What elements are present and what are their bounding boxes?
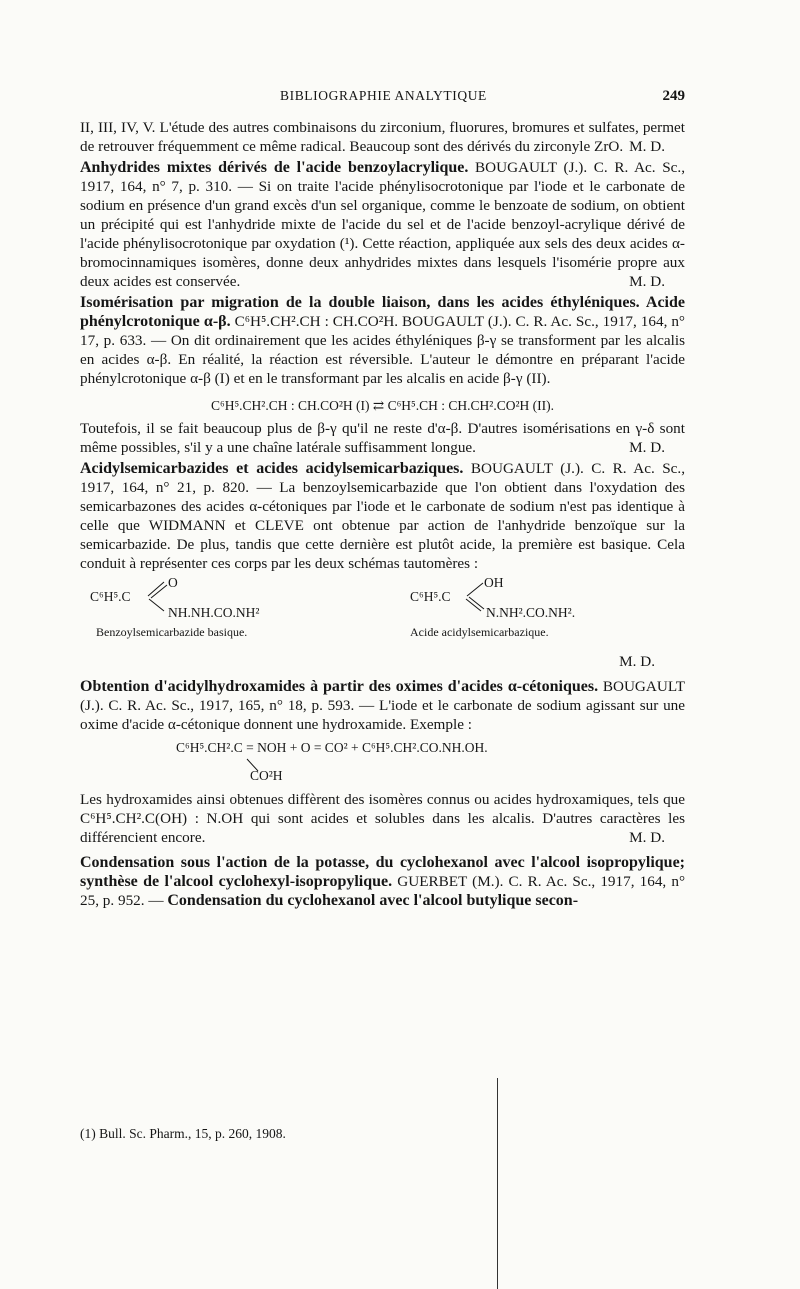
signature: M. D. (619, 653, 655, 670)
page-number: 249 (662, 88, 685, 104)
paragraph-oximes (80, 677, 685, 734)
paragraph-body: BOUGAULT (J.). C. R. Ac. Sc., 1917, 165, n° 18, p. 593. — L'iode et le carbonate de sodium agissant sur une oxime d'acide α-cétonique donnent une hydroxamide. Exemple : (80, 678, 685, 733)
paragraph-anhydrides (80, 158, 685, 291)
hydroxamide-equation (80, 734, 685, 790)
paragraph-toutefois (80, 419, 685, 457)
scheme-main: C⁶H⁵.C (90, 589, 131, 604)
scheme-caption: Benzoylsemicarbazide basique. (96, 625, 248, 639)
paragraph-body: GUERBET (M.). C. R. Ac. Sc., 1917, 164, n° 25, p. 952. — (80, 873, 686, 909)
scheme-main: C⁶H⁵.C (410, 589, 451, 604)
page-fold-line (497, 1078, 498, 1289)
scheme-caption: Acide acidylsemicarbazique. (410, 625, 549, 639)
equation-main: C⁶H⁵.CH².C = NOH + O = CO² + C⁶H⁵.CH².CO.NH.OH. (176, 740, 488, 755)
page-content (80, 88, 685, 910)
bond-lines (146, 579, 168, 613)
signature: M. D. (629, 138, 665, 155)
running-title: BIBLIOGRAPHIE ANALYTIQUE (280, 88, 487, 103)
signature: M. D. (629, 439, 665, 456)
paragraph-body: II, III, IV, V. L'étude des autres combinaisons du zirconium, fluorures, bromures et sulfates, permet de retrouver fréquemment ce même radical. Beaucoup sont des dérivés du zirconyle ZrO. (80, 119, 685, 155)
paragraph-semicarbazides (80, 459, 685, 573)
tautomer-schemes (80, 575, 685, 653)
section-heading: Condensation du cyclohexanol avec l'alcool butylique secon- (167, 892, 579, 909)
paragraph-isomerisation (80, 293, 685, 388)
equation-sub: CO²H (250, 768, 283, 783)
paragraph-hydroxamides (80, 790, 685, 847)
section-heading: Acidylsemicarbazides et acides acidylsemicarbaziques. (80, 460, 464, 477)
running-header (80, 88, 685, 114)
section-heading: Obtention d'acidylhydroxamides à partir des oximes d'acides α-cétoniques. (80, 678, 599, 695)
scheme-bottom: N.NH².CO.NH². (486, 605, 576, 620)
section-heading: Anhydrides mixtes dérivés de l'acide benzoylacrylique. (80, 159, 469, 176)
paragraph-body: Toutefois, il se fait beaucoup plus de β-γ qu'il ne reste d'α-β. D'autres isomérisations en γ-δ sont même possibles, s'il y a une chaîne latérale suffisamment longue. (80, 420, 685, 456)
paragraph-body: BOUGAULT (J.). C. R. Ac. Sc., 1917, 164, n° 21, p. 820. — La benzoylsemicarbazide que l'on obtient dans l'oxydation des semicarbazones des acides α-cétoniques par l'iode et le carbonate de sodium n'est pas identique à celle que WIDMANN et CLEVE ont obtenue par action de l'anhydride benzoïque sur la semicarbazide. De plus, tandis que cette dernière est plutôt acide, la première est basique. Cela conduit à représenter ces corps par les deux schémas tautomères : (80, 460, 685, 572)
paragraph-body: Les hydroxamides ainsi obtenues diffèrent des isomères connus ou acides hydroxamiques, tels que C⁶H⁵.CH².C(OH) : N.OH qui sont acides et solubles dans les alcalis. D'autres caractères les différencient encore. (80, 791, 685, 846)
signature: M. D. (629, 273, 665, 290)
scheme-top: O (168, 575, 178, 590)
scheme-bottom: NH.NH.CO.NH² (168, 605, 260, 620)
section-heading: Isomérisation par migration de la double liaison, dans les acides éthyléniques. Acide phénylcrotonique α-β. (80, 294, 685, 330)
bond-lines (464, 579, 486, 613)
paragraph-condensation (80, 853, 685, 910)
paragraph-body: C⁶H⁵.CH².CH : CH.CO²H. BOUGAULT (J.). C. R. Ac. Sc., 1917, 164, n° 17, p. 633. — On dit ordinairement que les acides éthyléniques β-γ se transforment par les alcalis en acides α-β. En réalité, la réaction est réversible. L'auteur le démontre en préparant l'acide phénylcrotonique α-β (I) et en le transformant par les alcalis en acide β-γ (II). (80, 313, 686, 387)
paragraph-body: BOUGAULT (J.). C. R. Ac. Sc., 1917, 164, n° 7, p. 310. — Si on traite l'acide phénylisocrotonique par l'iode et le carbonate de sodium en présence d'un grand excès d'un sel organique, comme le benzoate de sodium, on obtient un précipité qui est l'anhydride mixte de l'acide du sel et de l'acide benzoyl-acrylique dérivé de l'acide phénylisocrotonique par oxydation (¹). Cette réaction, appliquée aux sels des deux acides α-bromocinnamiques isomères, donne deux anhydrides mixtes dans lesquels l'isomérie propre aux deux acides est conservée. (80, 159, 686, 290)
section-heading: Condensation sous l'action de la potasse, du cyclohexanol avec l'alcool isopropylique; synthèse de l'alcool cyclohexyl-isopropylique. (80, 854, 685, 890)
signature: M. D. (629, 829, 665, 846)
paragraph-zirconium (80, 118, 685, 156)
isomerisation-formula: C⁶H⁵.CH².CH : CH.CO²H (I) ⇄ C⁶H⁵.CH : CH.CH².CO²H (II). (211, 398, 554, 413)
scheme-top: OH (484, 575, 504, 590)
footnote: (1) Bull. Sc. Pharm., 15, p. 260, 1908. (80, 1126, 286, 1141)
